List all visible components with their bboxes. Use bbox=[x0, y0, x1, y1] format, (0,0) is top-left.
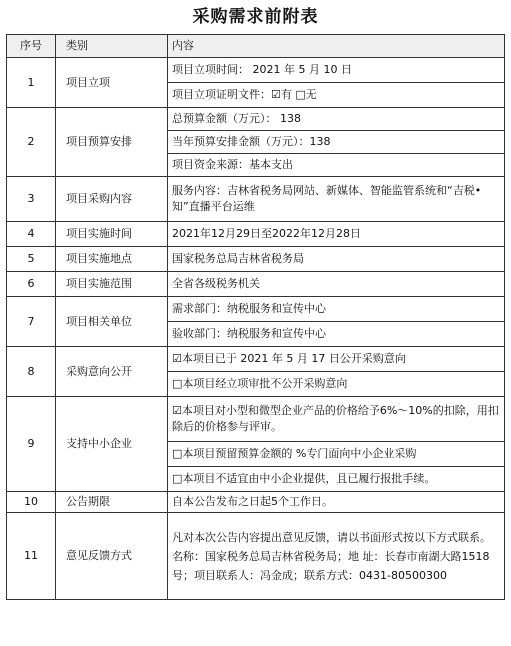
table-row bbox=[7, 222, 505, 247]
row-content: 全省各级税务机关 bbox=[168, 272, 505, 297]
table-row bbox=[7, 247, 505, 272]
row-content: □本项目不适宜由中小企业提供，且已履行报批手续。 bbox=[168, 467, 505, 492]
row-content: □本项目预留预算金额的 %专门面向中小企业采购 bbox=[168, 442, 505, 467]
row-no: 3 bbox=[7, 177, 56, 222]
page-title: 采购需求前附表 bbox=[192, 7, 319, 27]
row-category: 公告期限 bbox=[56, 492, 168, 513]
row-no: 8 bbox=[7, 347, 56, 397]
row-content: 验收部门：纳税服务和宣传中心 bbox=[168, 322, 505, 347]
row-content: 项目立项时间： 2021 年 5 月 10 日 bbox=[168, 58, 505, 83]
row-no: 7 bbox=[7, 297, 56, 347]
row-no: 5 bbox=[7, 247, 56, 272]
row-content: ☑本项目对小型和微型企业产品的价格给予6%～10%的扣除，用扣除后的价格参与评审。 bbox=[168, 397, 505, 442]
row-category: 项目相关单位 bbox=[56, 297, 168, 347]
row-category: 采购意向公开 bbox=[56, 347, 168, 397]
row-no: 6 bbox=[7, 272, 56, 297]
row-content: 服务内容：吉林省税务局网站、新媒体、智能监管系统和“吉税•知”直播平台运维 bbox=[168, 177, 505, 222]
table-row bbox=[7, 397, 505, 442]
row-no: 11 bbox=[7, 513, 56, 600]
row-category: 支持中小企业 bbox=[56, 397, 168, 492]
row-no: 9 bbox=[7, 397, 56, 492]
requirements-table bbox=[6, 34, 505, 600]
row-content: 2021年12月29日至2022年12月28日 bbox=[168, 222, 505, 247]
row-content: 项目立项证明文件：☑有 □无 bbox=[168, 83, 505, 108]
table-row bbox=[7, 58, 505, 83]
row-no: 10 bbox=[7, 492, 56, 513]
table-row bbox=[7, 347, 505, 372]
table-header-row bbox=[7, 35, 505, 58]
header-content: 内容 bbox=[168, 35, 505, 58]
row-category: 项目立项 bbox=[56, 58, 168, 108]
row-content: ☑本项目已于 2021 年 5 月 17 日公开采购意向 bbox=[168, 347, 505, 372]
row-content: 当年预算安排金额（万元）：138 bbox=[168, 131, 505, 154]
row-content: 需求部门：纳税服务和宣传中心 bbox=[168, 297, 505, 322]
row-content: □本项目经立项审批不公开采购意向 bbox=[168, 372, 505, 397]
table-row bbox=[7, 513, 505, 600]
row-no: 1 bbox=[7, 58, 56, 108]
header-no: 序号 bbox=[7, 35, 56, 58]
row-category: 项目实施地点 bbox=[56, 247, 168, 272]
row-content: 总预算金额（万元）： 138 bbox=[168, 108, 505, 131]
row-content: 国家税务总局吉林省税务局 bbox=[168, 247, 505, 272]
header-category: 类别 bbox=[56, 35, 168, 58]
row-content: 项目资金来源：基本支出 bbox=[168, 154, 505, 177]
row-category: 项目预算安排 bbox=[56, 108, 168, 177]
row-category: 项目采购内容 bbox=[56, 177, 168, 222]
table-row bbox=[7, 492, 505, 513]
row-no: 2 bbox=[7, 108, 56, 177]
row-no: 4 bbox=[7, 222, 56, 247]
row-category: 项目实施时间 bbox=[56, 222, 168, 247]
row-content: 自本公告发布之日起5个工作日。 bbox=[168, 492, 505, 513]
table-row bbox=[7, 297, 505, 322]
table-row bbox=[7, 108, 505, 131]
table-row bbox=[7, 177, 505, 222]
row-category: 意见反馈方式 bbox=[56, 513, 168, 600]
row-category: 项目实施范围 bbox=[56, 272, 168, 297]
row-content: 凡对本次公告内容提出意见反馈，请以书面形式按以下方式联系。名称：国家税务总局吉林省税务局；地 址：长春市南湖大路1518号；项目联系人：冯金成；联系方式：0431-80500300 bbox=[168, 513, 505, 600]
table-row bbox=[7, 272, 505, 297]
